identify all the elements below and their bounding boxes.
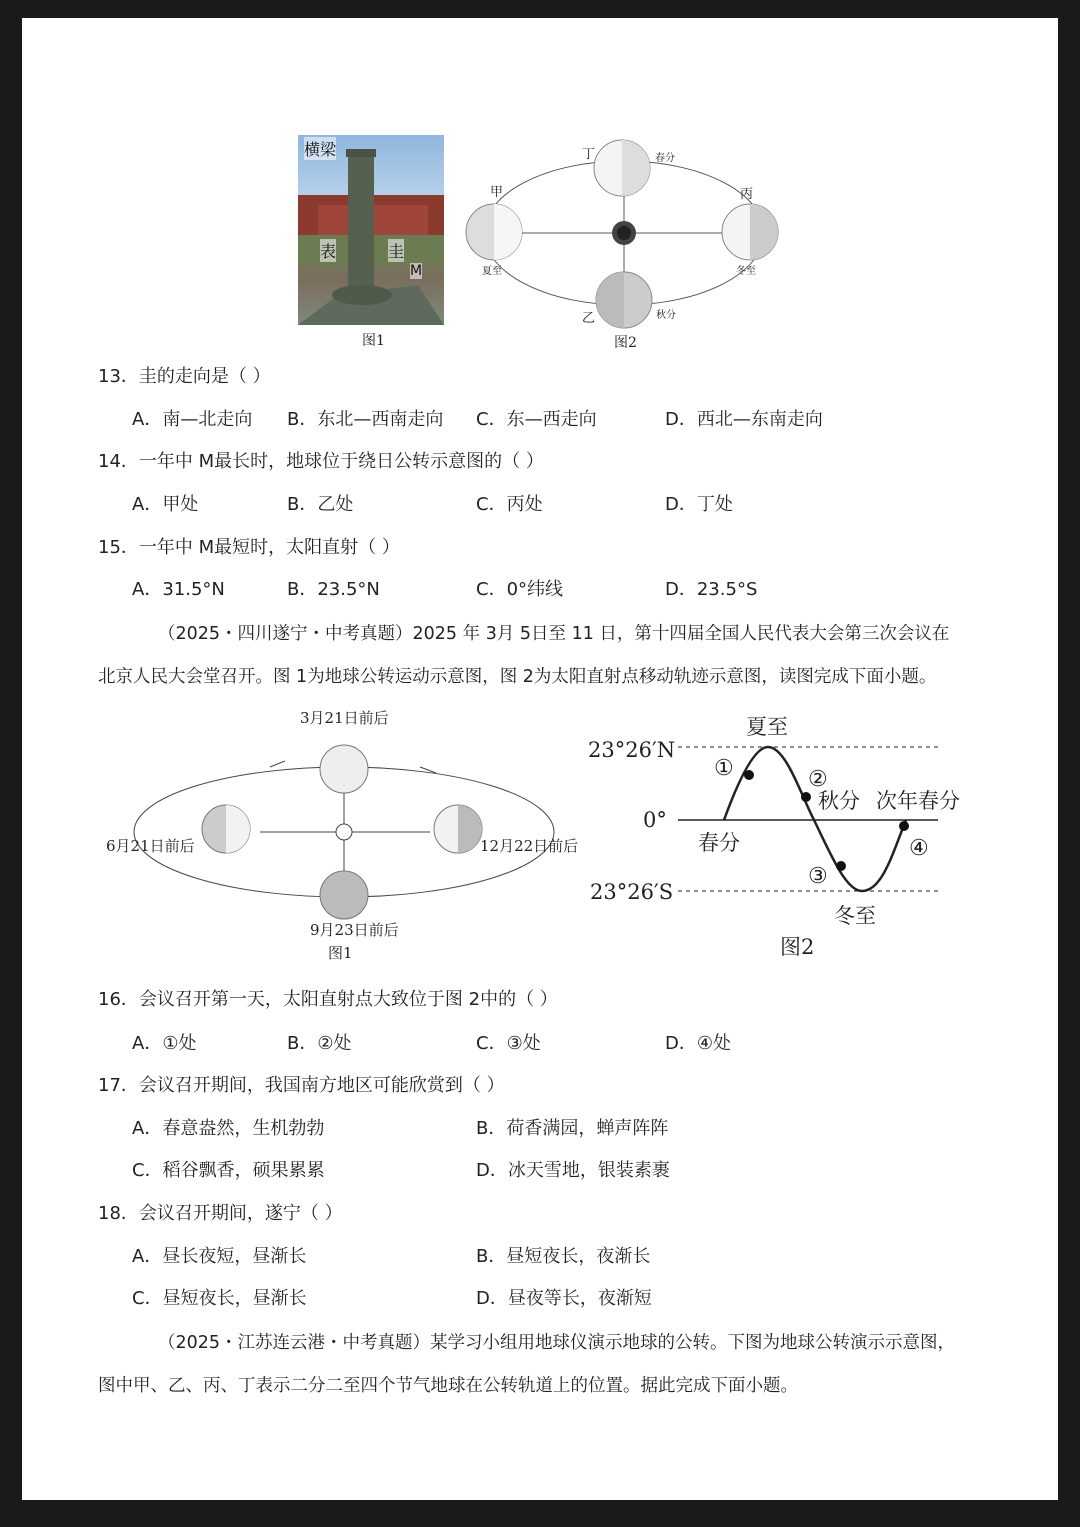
earth-december-icon <box>434 805 482 853</box>
intro-paragraph-2-line-2: 图中甲、乙、丙、丁表示二分二至四个节气地球在公转轨道上的位置。据此完成下面小题。 <box>98 1376 798 1396</box>
label-summer: 夏至 <box>482 266 502 277</box>
option-15-a[interactable]: A．31.5°N <box>132 579 225 600</box>
label-beam: 横梁 <box>304 137 336 160</box>
earth-march-icon <box>320 745 368 793</box>
label-autumn: 秋分 <box>656 310 676 321</box>
label-bing: 丙 <box>740 187 754 202</box>
label-autumn-equinox: 秋分 <box>818 789 860 813</box>
option-17-d[interactable]: D．冰天雪地，银装素裹 <box>476 1160 670 1181</box>
question-16: 16．会议召开第一天，太阳直射点大致位于图 2中的（ ） <box>98 989 558 1010</box>
label-yi: 乙 <box>582 311 596 326</box>
option-14-b[interactable]: B．乙处 <box>287 494 354 515</box>
label-m: M <box>410 263 423 279</box>
orbit-diagram-top <box>462 128 792 358</box>
option-16-b[interactable]: B．②处 <box>287 1033 352 1054</box>
earth-jia-icon <box>466 204 522 260</box>
figure-caption: 图1 <box>328 944 353 962</box>
option-14-a[interactable]: A．甲处 <box>132 494 199 515</box>
gnomon-photo-illustration <box>298 135 444 325</box>
option-14-d[interactable]: D．丁处 <box>665 494 733 515</box>
label-point-2: ② <box>808 767 828 792</box>
question-14: 14．一年中 M最长时，地球位于绕日公转示意图的（ ） <box>98 451 544 472</box>
label-september: 9月23日前后 <box>310 921 399 939</box>
option-13-c[interactable]: C．东—西走向 <box>476 409 597 430</box>
option-17-a[interactable]: A．春意盎然，生机勃勃 <box>132 1118 325 1139</box>
option-15-d[interactable]: D．23.5°S <box>665 579 758 600</box>
option-13-b[interactable]: B．东北—西南走向 <box>287 409 444 430</box>
question-15: 15．一年中 M最短时，太阳直射（ ） <box>98 537 400 558</box>
option-17-b[interactable]: B．荷香满园，蝉声阵阵 <box>476 1118 669 1139</box>
option-13-d[interactable]: D．西北—东南走向 <box>665 409 823 430</box>
intro-paragraph-1-line-2: 北京人民大会堂召开。图 1为地球公转运动示意图，图 2为太阳直射点移动轨迹示意图，读图完成下面小题。 <box>98 667 937 687</box>
earth-september-icon <box>320 871 368 919</box>
question-17: 17．会议召开期间，我国南方地区可能欣赏到（ ） <box>98 1075 505 1096</box>
label-december: 12月22日前后 <box>480 837 579 855</box>
label-winter: 冬至 <box>736 266 756 277</box>
intro-paragraph-1-line-1: （2025・四川遂宁・中考真题）2025 年 3月 5日至 11 日，第十四届全国人民代表大会第三次会议在 <box>158 624 950 644</box>
option-13-a[interactable]: A．南—北走向 <box>132 409 253 430</box>
label-north-tropic: 23°26′N <box>588 738 676 762</box>
option-17-c[interactable]: C．稻谷飘香，硕果累累 <box>132 1160 325 1181</box>
figure-caption: 图2 <box>780 935 815 959</box>
label-june: 6月21日前后 <box>106 837 195 855</box>
label-point-4: ④ <box>909 836 929 861</box>
figure-caption: 图1 <box>362 333 385 349</box>
label-scale: 圭 <box>388 239 404 262</box>
point-2 <box>801 792 811 802</box>
option-16-a[interactable]: A．①处 <box>132 1033 197 1054</box>
earth-yi-icon <box>596 272 652 328</box>
intro-paragraph-2-line-1: （2025・江苏连云港・中考真题）某学习小组用地球仪演示地球的公转。下图为地球公转演示示意图， <box>158 1333 956 1353</box>
label-ding: 丁 <box>582 147 596 162</box>
option-18-d[interactable]: D．昼夜等长，夜渐短 <box>476 1288 652 1309</box>
label-gnomon: 表 <box>320 239 336 262</box>
gnomon-photo <box>298 135 444 325</box>
label-winter-solstice: 冬至 <box>834 904 876 928</box>
solar-track-diagram <box>586 705 1006 965</box>
figure-caption: 图2 <box>614 335 637 351</box>
label-point-1: ① <box>714 756 734 781</box>
point-3 <box>836 861 846 871</box>
option-16-c[interactable]: C．③处 <box>476 1033 541 1054</box>
label-summer-solstice: 夏至 <box>746 715 788 739</box>
option-16-d[interactable]: D．④处 <box>665 1033 731 1054</box>
label-march: 3月21日前后 <box>300 709 389 727</box>
option-15-b[interactable]: B．23.5°N <box>287 579 380 600</box>
label-spring: 春分 <box>655 153 675 164</box>
label-jia: 甲 <box>490 185 504 200</box>
label-point-3: ③ <box>808 864 828 889</box>
option-18-b[interactable]: B．昼短夜长，夜渐长 <box>476 1246 651 1267</box>
option-18-c[interactable]: C．昼短夜长，昼渐长 <box>132 1288 307 1309</box>
earth-ding-icon <box>594 140 650 196</box>
orbit-diagram-mid <box>100 705 600 965</box>
question-13: 13．圭的走向是（ ） <box>98 366 271 387</box>
label-next-spring: 次年春分 <box>876 789 960 813</box>
question-18: 18．会议召开期间，遂宁（ ） <box>98 1203 343 1224</box>
label-spring-equinox: 春分 <box>698 831 740 855</box>
sun-icon <box>336 824 352 840</box>
option-15-c[interactable]: C．0°纬线 <box>476 579 564 600</box>
option-14-c[interactable]: C．丙处 <box>476 494 543 515</box>
label-equator: 0° <box>643 808 667 832</box>
point-1 <box>744 770 754 780</box>
earth-june-icon <box>202 805 250 853</box>
earth-bing-icon <box>722 204 778 260</box>
option-18-a[interactable]: A．昼长夜短，昼渐长 <box>132 1246 307 1267</box>
label-south-tropic: 23°26′S <box>590 880 674 904</box>
point-4 <box>899 821 909 831</box>
